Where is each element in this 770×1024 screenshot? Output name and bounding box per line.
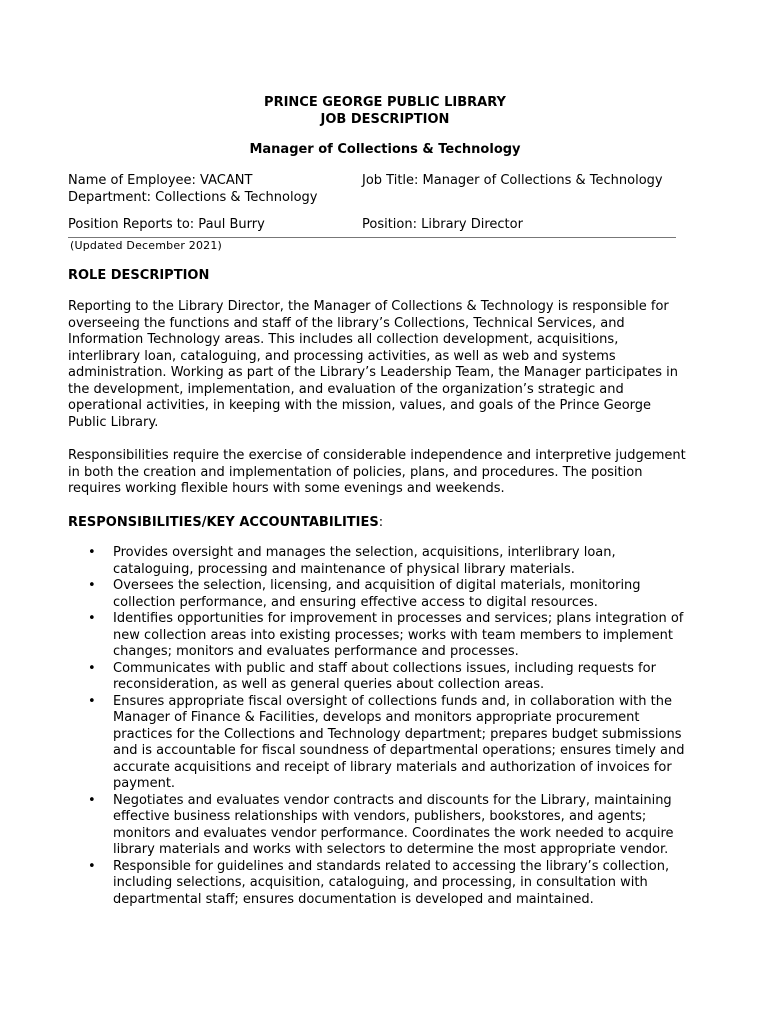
responsibilities-heading: [68, 514, 383, 531]
job-title: Job Title: Manager of Collections & Technology: [362, 173, 663, 188]
text-line: in both the creation and implementation of policies, plans, and procedures. The position: [68, 464, 643, 480]
text-line: interlibrary loan, cataloguing, and processing activities, as well as web and systems: [68, 348, 616, 364]
text-line: Ensures appropriate fiscal oversight of collections funds and, in collaboration with the: [113, 693, 672, 709]
role-description-paragraph: [68, 299, 700, 431]
text-line: library materials and works with selectors to determine the most appropriate vendor.: [113, 842, 669, 857]
text-line: Oversees the selection, licensing, and acquisition of digital materials, monitoring: [113, 578, 641, 593]
updated-date: (Updated December 2021): [70, 239, 223, 252]
bullet-icon: •: [88, 858, 96, 874]
list-item: [68, 611, 708, 661]
text-line: effective business relationships with vendors, publishers, bookstores, and agents;: [113, 809, 647, 824]
bullet-icon: •: [88, 792, 96, 808]
list-item: [68, 661, 708, 694]
list-item: [68, 694, 708, 793]
text-line: new collection areas into existing processes; works with team members to implement: [113, 627, 673, 643]
text-line: payment.: [113, 776, 176, 791]
reports-to: Position Reports to: Paul Burry: [68, 217, 265, 232]
text-line: Negotiates and evaluates vendor contracts and discounts for the Library, maintaining: [113, 792, 672, 808]
text-line: the development, implementation, and evaluation of the organization’s strategic and: [68, 381, 624, 397]
text-line: Manager of Finance & Facilities, develops and monitors appropriate procurement: [113, 710, 640, 725]
text-line: operational activities, in keeping with the mission, values, and goals of the Prince George: [68, 398, 652, 413]
text-line: Public Library.: [68, 414, 159, 430]
text-line: and is accountable for fiscal soundness of departmental operations; ensures timely and: [113, 743, 685, 758]
text-line: Communicates with public and staff about collections issues, including requests for: [113, 660, 656, 676]
list-item: [68, 545, 708, 578]
text-line: including selections, acquisition, cataloguing, and processing, in consultation with: [113, 875, 648, 890]
list-item: [68, 578, 708, 611]
organization-title: PRINCE GEORGE PUBLIC LIBRARY: [264, 95, 506, 110]
text-line: requires working flexible hours with some evenings and weekends.: [68, 481, 505, 496]
text-line: changes; monitors and evaluates performance and processes.: [113, 644, 519, 659]
document-type: JOB DESCRIPTION: [320, 112, 450, 127]
position-title: Manager of Collections & Technology: [249, 142, 521, 157]
text-line: accurate acquisitions and receipt of library materials and authorization of invoices for: [113, 759, 672, 775]
text-line: Provides oversight and manages the selection, acquisitions, interlibrary loan,: [113, 545, 616, 560]
responsibilities-list: [68, 545, 708, 908]
text-line: Responsible for guidelines and standards related to accessing the library’s collection,: [113, 858, 670, 874]
text-line: reconsideration, as well as general queries about collection areas.: [113, 677, 545, 692]
text-line: overseeing the functions and staff of the library’s Collections, Technical Services, and: [68, 315, 625, 331]
info-divider: [68, 237, 676, 238]
text-line: collection performance, and ensuring effective access to digital resources.: [113, 594, 598, 610]
bullet-icon: •: [88, 578, 96, 593]
text-line: Responsibilities require the exercise of considerable independence and interpretive judgement: [68, 448, 686, 463]
text-line: practices for the Collections and Technology department; prepares budget submissions: [113, 726, 682, 742]
text-line: cataloguing, processing and maintenance of physical library materials.: [113, 561, 575, 577]
text-line: departmental staff; ensures documentation is developed and maintained.: [113, 891, 594, 907]
department: Department: Collections & Technology: [68, 190, 318, 205]
bullet-icon: •: [88, 545, 96, 560]
employee-name: Name of Employee: VACANT: [68, 173, 253, 188]
bullet-icon: •: [88, 660, 96, 676]
list-item: [68, 793, 708, 859]
text-line: monitors and evaluates vendor performance. Coordinates the work needed to acquire: [113, 825, 674, 841]
position: Position: Library Director: [362, 217, 523, 232]
text-line: Information Technology areas. This includes all collection development, acquisitions,: [68, 332, 619, 347]
text-line: Reporting to the Library Director, the Manager of Collections & Technology is responsible for: [68, 299, 669, 314]
bullet-icon: •: [88, 693, 96, 709]
bullet-icon: •: [88, 611, 96, 626]
responsibilities-heading-text: RESPONSIBILITIES/KEY ACCOUNTABILITIES: [68, 515, 379, 530]
list-item: [68, 859, 708, 909]
responsibilities-paragraph: [68, 448, 700, 498]
text-line: administration. Working as part of the Library’s Leadership Team, the Manager participates in: [68, 365, 679, 380]
text-line: Identifies opportunities for improvement in processes and services; plans integration of: [113, 611, 684, 626]
role-description-heading: ROLE DESCRIPTION: [68, 268, 210, 283]
heading-colon: :: [378, 515, 384, 530]
